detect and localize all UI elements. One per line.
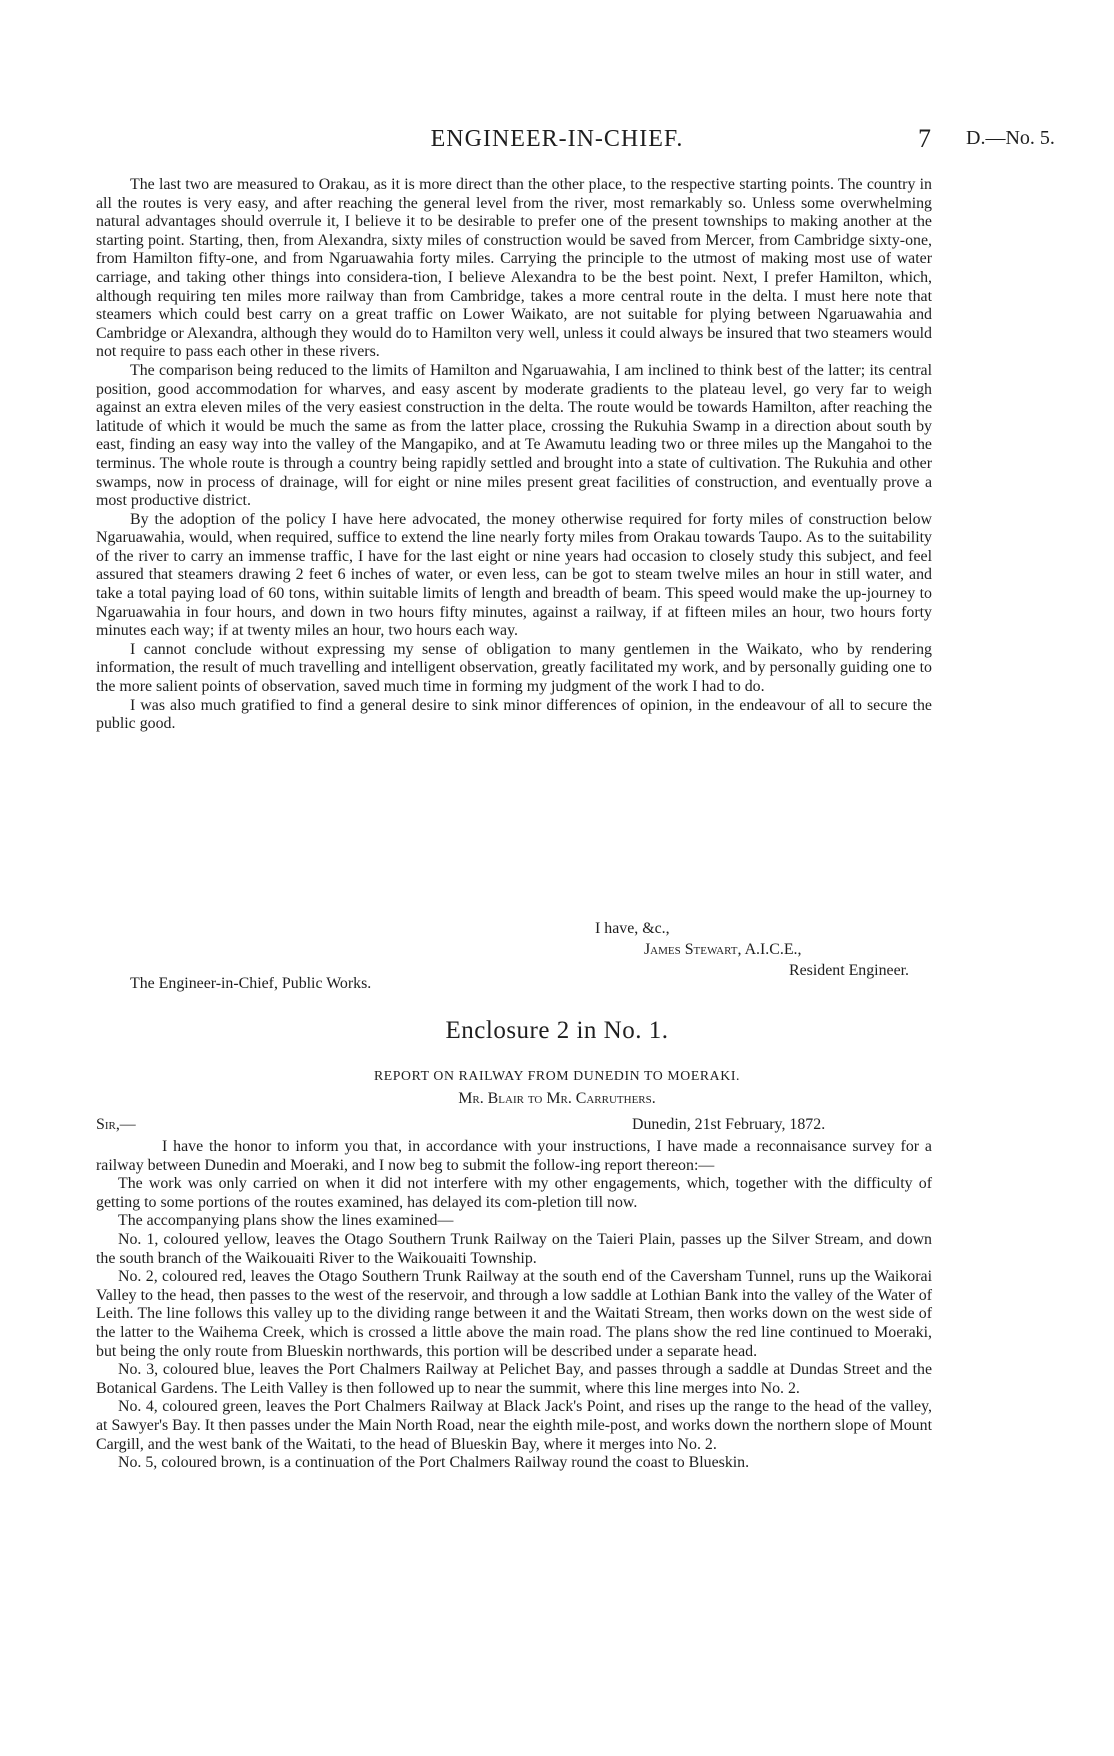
document-reference: D.—No. 5. [966,127,1055,149]
addressee: The Engineer-in-Chief, Public Works. [130,975,372,992]
report-body-section-2 [96,1138,932,1473]
paragraph: The last two are measured to Orakau, as it is more direct than the other place, to the respective starting points. The country in all the routes is very easy, and after reaching the general level from the river, most remarkably so. Unless some overwhelming natural advantages should overrule it, I believe it to be desirable to prefer one of the present townships to making another at the starting point. Starting, then, from Alexandra, sixty miles of construction would be saved from Mercer, from Cambridge sixty-one, from Hamilton fifty-one, and from Ngaruawahia forty miles. Carrying the principle to the utmost of making most use of water carriage, and taking other things into considera-tion, I believe Alexandra to be the best point. Next, I prefer Hamilton, which, although requiring ten miles more railway than from Cambridge, takes a more central route in the delta. I must here note that steamers which could best carry on a great traffic on Lower Waikato, are not suitable for plying between Ngaruawahia and Cambridge or Alexandra, although they would do to Hamilton very well, unless it could always be insured that two steamers would not require to pass each other in these rivers. [96,176,932,361]
paragraph: I cannot conclude without expressing my sense of obligation to many gentlemen in the Waikato, who by rendering information, the result of much travelling and intelligent observation, greatly facilitated my work, and by personally guiding one to the more salient points of observation, saved much time in forming my judgment of the work I had to do. [96,640,932,696]
running-header-title: ENGINEER-IN-CHIEF. [430,126,684,152]
signatory-title: Resident Engineer. [789,962,910,979]
letter-date: Dunedin, 21st February, 1872. [632,1116,826,1133]
paragraph: No. 1, coloured yellow, leaves the Otago Southern Trunk Railway on the Taieri Plain, passes up the Silver Stream, and down the south branch of the Waikouaiti River to the Waikouaiti Township. [96,1230,932,1267]
paragraph: I was also much gratified to find a general desire to sink minor differences of opinion, in the endeavour of all to secure the public good. [96,696,932,733]
paragraph: No. 3, coloured blue, leaves the Port Chalmers Railway at Pelichet Bay, and passes through a saddle at Dundas Street and the Botanical Gardens. The Leith Valley is then followed up to near the summit, where this line merges into No. 2. [96,1361,932,1397]
paragraph: The comparison being reduced to the limits of Hamilton and Ngaruawahia, I am inclined to think best of the latter; its central position, good accommodation for wharves, and easy ascent by moderate gradients to the plateau level, go very far to weigh against an extra eleven miles of the very easiest construction in the delta. The route would be towards Hamilton, after reaching the latitude of which it would be much the same as from the latter place, crossing the Rukuhia Swamp in a direction about south by east, finding an easy way into the valley of the Mangapiko, and at Te Awamutu leading two or three miles up the Mangahoi to the terminus. The whole route is through a country being rapidly settled and brought into a state of cultivation. The Rukuhia and other swamps, now in process of drainage, will for eight or nine miles present great facilities of construction, and eventually prove a most productive district. [96,361,932,510]
paragraph: The accompanying plans show the lines examined— [118,1212,454,1230]
paragraph: No. 5, coloured brown, is a continuation of the Port Chalmers Railway round the coast to Blueskin. [118,1454,750,1472]
paragraph: By the adoption of the policy I have here advocated, the money otherwise required for forty miles of construction below Ngaruawahia, would, when required, suffice to extend the line nearly forty miles from Orakau towards Taupo. As to the suitability of the river to carry an immense traffic, I have for the last eight or nine years had occasion to closely study this subject, and feel assured that steamers drawing 2 feet 6 inches of water, or even less, can be got to steam twelve miles an hour in still water, and take a total paying load of 60 tons, within suitable limits of length and breadth of beam. This speed would make the up-journey to Ngaruawahia in four hours, and down in two hours fifty minutes, against a railway, if at fifteen miles an hour, two hours forty minutes each way; if at twenty miles an hour, two hours each way. [96,510,932,640]
closing-line: I have, &c., [595,920,670,937]
salutation: Sir,— [96,1116,136,1133]
report-subtitle: Mr. Blair to Mr. Carruthers. [458,1090,656,1107]
signatory-name: James Stewart, A.I.C.E., [644,941,802,958]
paragraph: I have the honor to inform you that, in accordance with your instructions, I have made a reconnaisance survey for a railway between Dunedin and Moeraki, and I now beg to submit the follow-ing report thereon:— [96,1138,932,1174]
paragraph: No. 2, coloured red, leaves the Otago Southern Trunk Railway at the south end of the Caversham Tunnel, runs up the Waikorai Valley to the head, then passes to the west of the reservoir, and through a low saddle at Lothian Bank into the valley of the Water of Leith. The line follows this valley up to the dividing range between it and the Waitati Stream, then works down on the west side of the latter to the Waihema Creek, which is crossed a little above the main road. The plans show the red line continued to Moeraki, but being the only route from Blueskin northwards, this portion will be described under a separate head. [96,1268,932,1360]
paragraph: The work was only carried on when it did not interfere with my other engagements, which, together with the difficulty of getting to some portions of the routes examined, has delayed its com-pletion till now. [96,1175,932,1211]
enclosure-heading: Enclosure 2 in No. 1. [445,1017,669,1044]
report-title: REPORT ON RAILWAY FROM DUNEDIN TO MOERAKI. [373,1068,741,1083]
paragraph: No. 4, coloured green, leaves the Port Chalmers Railway at Black Jack's Point, and rises up the range to the head of the valley, at Sawyer's Bay. It then passes under the Main North Road, near the eighth mile-post, and works down the northern slope of Mount Cargill, and the west bank of the Waitati, to the head of Blueskin Bay, where it merges into No. 2. [96,1398,932,1453]
page-number: 7 [918,124,931,153]
report-body-section-1 [96,176,932,734]
